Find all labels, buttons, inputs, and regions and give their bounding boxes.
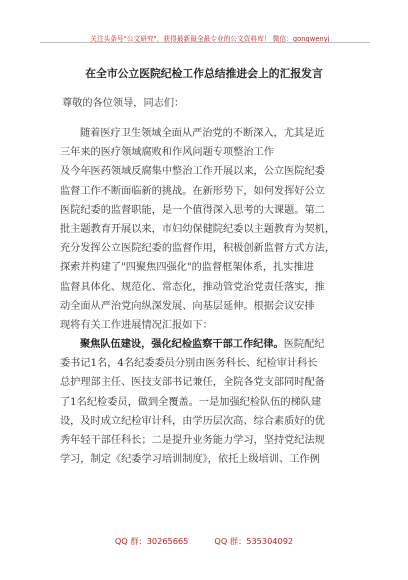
paragraph-lead-heading: 聚焦队伍建设，强化纪检监察干部工作纪律。 (80, 338, 284, 351)
text-line: 三年来的医疗领域腐败和作风问题专项整治工作 (60, 147, 274, 159)
footer-qq-group-2: QQ 群：535304092 (214, 536, 294, 546)
text-line: 委书记1名，4名纪委委员分别由医务科长、纪检审计科长 (60, 358, 318, 370)
text-line: 了1名纪检委员，做到全覆盖。一是加强纪检队伍的梯队建 (60, 396, 322, 408)
text-line: 总护理部主任、医技支部书记兼任，全院各党支部同时配备 (60, 377, 325, 389)
document-body (60, 124, 356, 469)
footer-qq-group-1: QQ 群：30265665 (114, 536, 189, 546)
text-line: 现将有关工作进展情况汇报如下： (60, 319, 213, 331)
promo-header-text: 关注头条号"公文研究"，获得最新最全最专业的公文资料库！ 微信：gongwenyj (90, 35, 330, 43)
text-line: 监督具体化、规范化、常态化，推动管党治党责任落实，推 (60, 281, 325, 293)
text-line: 批主题教育开展以来，市妇幼保健院纪委以主题教育为契机， (60, 223, 336, 235)
greeting: 尊敬的各位领导，同志们： (62, 98, 185, 109)
text-line-with-lead (60, 335, 356, 354)
text-line: 设，及时成立纪检审计科，由学历层次高、综合素质好的优 (60, 415, 325, 427)
text-line: 学习，制定《纪委学习培训制度》，依托上级培训、工作例 (60, 454, 320, 466)
text-line: 探索并构建了"四聚焦四强化"的监督框架体系，扎实推进 (60, 262, 314, 274)
text-line: 监督工作不断面临新的挑战。在新形势下，如何发挥好公立 (60, 185, 325, 197)
text-line: 及今年医药领域反腐集中整治工作开展以来，公立医院纪委 (60, 166, 325, 178)
text-line: 随着医疗卫生领域全面从严治党的不断深入，尤其是近 (80, 128, 325, 139)
text-line: 动全面从严治党向纵深发展、向基层延伸。根据会议安排 (60, 300, 315, 312)
text-fragment: 医院配纪 (283, 339, 325, 351)
paragraph-team-building (60, 335, 356, 469)
paragraph-intro (60, 124, 356, 335)
text-line: 医院纪委的监督职能，是一个值得深入思考的大课题。第二 (60, 204, 325, 216)
text-line: 充分发挥公立医院纪委的监督作用，积极创新监督方式方法， (60, 243, 336, 255)
document-title: 在全市公立医院纪检工作总结推进会上的汇报发言 (85, 67, 323, 80)
footer-contact (40, 536, 368, 547)
promo-header (40, 26, 380, 43)
header-divider (40, 42, 370, 43)
text-line: 秀年轻干部任科长；二是提升业务能力学习，坚持党纪法规 (60, 435, 325, 446)
